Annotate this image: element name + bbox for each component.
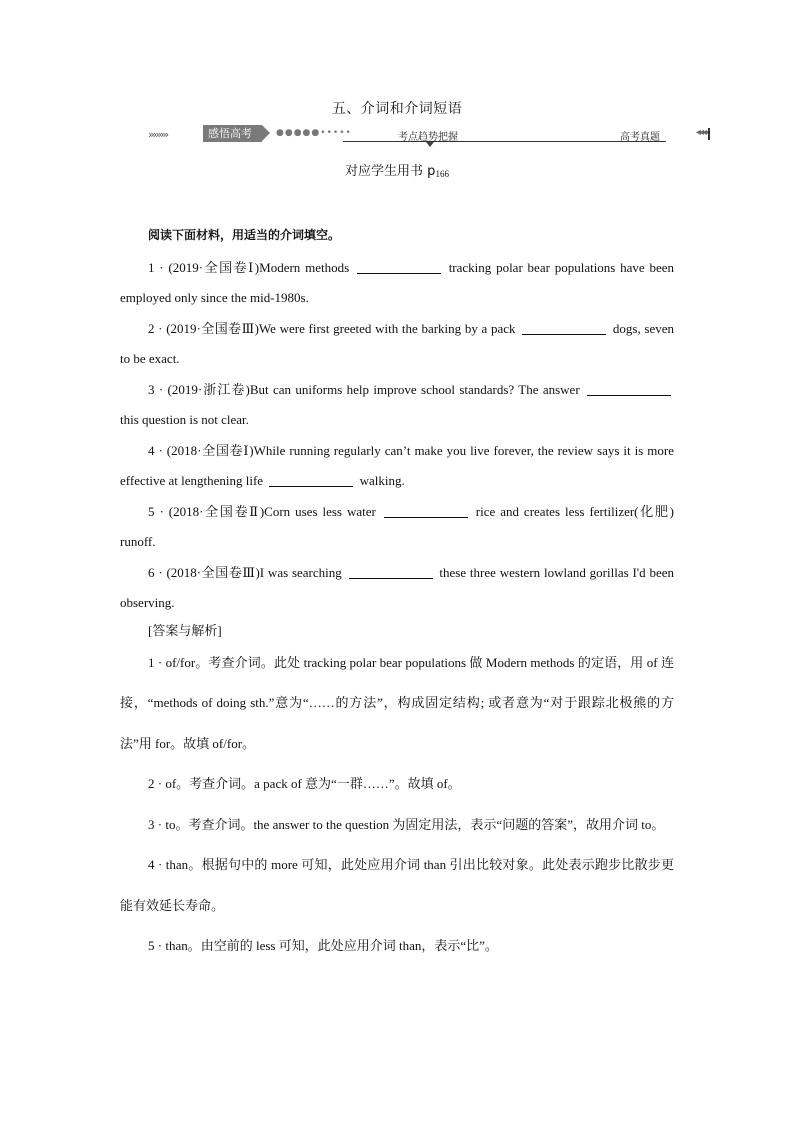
answers-header: [答案与解析] <box>148 622 222 638</box>
answer-blank <box>522 322 606 335</box>
reference-page: 166 <box>435 169 449 179</box>
question-5 <box>120 497 674 558</box>
banner-center-label: 考点趋势把握 <box>398 132 458 143</box>
reference-text: 对应学生用书 p <box>345 164 436 179</box>
answer-4: 4 · than。根据句中的 more 可知，此处应用介词 than 引出比较对象。此处表示跑步比散步更能有效延长寿命。 <box>120 857 674 913</box>
banner-end-bar <box>708 128 710 140</box>
question-text: 1 · (2019·全国卷Ⅰ)Modern methods <box>148 259 354 275</box>
answer-blank <box>384 505 468 518</box>
question-text: tracking polar bear populations have been employed only since the mid-1980s. <box>120 259 675 305</box>
question-text: this question is not clear. <box>120 412 249 427</box>
answer-2: 2 · of。考查介词。a pack of 意为“一群……”。故填 of。 <box>148 776 461 791</box>
answer-blank <box>357 261 441 274</box>
answer-blank <box>349 566 433 579</box>
question-text: rice and creates less fertilizer(化肥) runoff. <box>120 503 674 549</box>
book-reference <box>0 160 794 179</box>
question-text: these three western lowland gorillas I'd been observing. <box>120 564 674 610</box>
question-text: walking. <box>356 473 405 488</box>
exercise-content <box>120 220 674 967</box>
instruction: 阅读下面材料，用适当的介词填空。 <box>148 228 341 242</box>
question-6 <box>120 558 674 619</box>
banner-right-label: 高考真题 <box>620 132 660 143</box>
question-text: 4 · (2018·全国卷Ⅰ)While running regularly can’t make you live forever, the review says it is more effective at lengthening life <box>120 442 674 488</box>
answer-blank <box>587 383 671 396</box>
section-banner <box>148 125 710 147</box>
question-text: 3 · (2019·浙江卷)But can uniforms help improve school standards? The answer <box>148 381 584 397</box>
question-text: 2 · (2019·全国卷Ⅲ)We were first greeted with the barking by a pack <box>148 320 520 336</box>
question-4 <box>120 436 674 497</box>
answer-1: 1 · of/for。考查介词。此处 tracking polar bear populations 做 Modern methods 的定语，用 of 连接，“methods of doing sth.”意为“……的方法”，构成固定结构; 或者意为“对于跟踪北极熊的方法”用 for。故填 of/for。 <box>120 654 674 751</box>
question-1 <box>120 253 674 314</box>
page-title: 五、介词和介词短语 <box>331 101 463 117</box>
question-text: 5 · (2018·全国卷Ⅱ)Corn uses less water <box>148 503 381 519</box>
question-text: dogs, seven to be exact. <box>120 320 674 366</box>
pointer-icon <box>426 142 434 147</box>
question-3 <box>120 375 674 436</box>
answer-blank <box>269 474 353 487</box>
section-tag: 感悟高考 <box>203 125 262 142</box>
right-arrows-icon: ◂◂◂◂ <box>695 127 708 138</box>
answer-5: 5 · than。由空前的 less 可知，此处应用介词 than，表示“比”。 <box>148 938 498 953</box>
left-arrows-icon: ›››››››› <box>148 128 168 141</box>
answer-3: 3 · to。考查介词。the answer to the question 为固定用法，表示“问题的答案”，故用介词 to。 <box>148 816 665 832</box>
banner-rule <box>343 141 666 142</box>
question-text: 6 · (2018·全国卷Ⅲ)I was searching <box>148 564 346 580</box>
dots-decoration: ●●●●●••••• <box>276 128 352 138</box>
question-2 <box>120 314 674 375</box>
